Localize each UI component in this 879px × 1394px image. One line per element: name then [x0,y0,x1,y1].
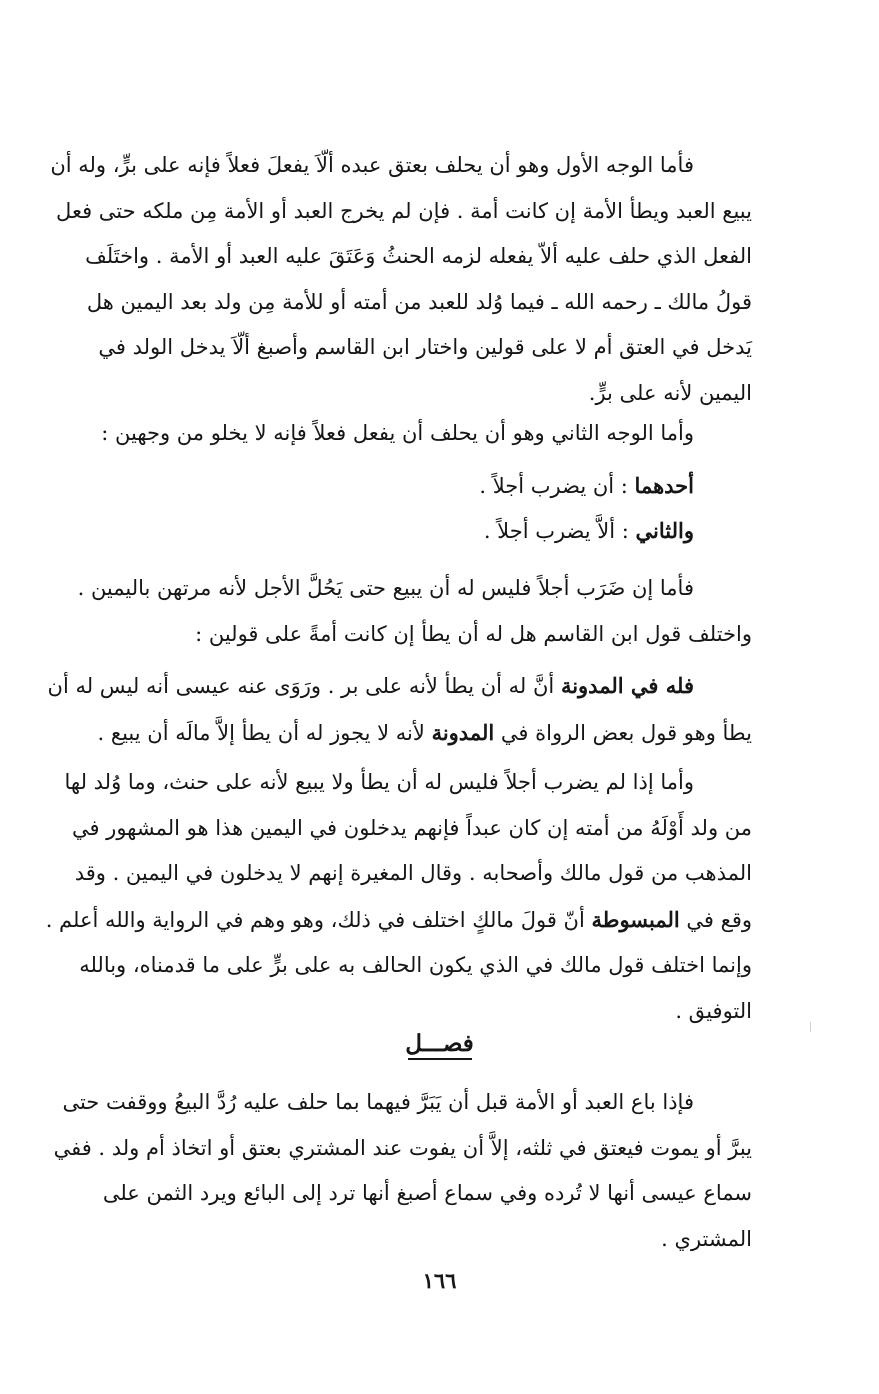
text-line: واختلف قول ابن القاسم هل له أن يطأ إن كانت أمةً على قولين : [195,621,752,646]
paragraph-first-case [50,143,752,416]
text-line: والثاني : ألاَّ يضرب أجلاً . [483,518,694,543]
text-line: وإنما اختلف قول مالك في الذي يكون الحالف به على برٍّ على ما قدمناه، وبالله [79,953,752,977]
text-line: أحدهما : أن يضرب أجلاً . [479,473,694,498]
paragraph-mudawwana [47,663,752,756]
paragraph-term-set [77,566,752,657]
bold-term: والثاني [635,518,694,543]
text-line: وأما إذا لم يضرب أجلاً فليس له أن يطأ ولا يبيع لأنه على حنث، وما وُلد لها [64,770,694,794]
text-line: سماع عيسى أنها لا تُرده وفي سماع أصبغ أنها ترد إلى البائع ويرد الثمن على [102,1181,752,1205]
text-line: الفعل الذي حلف عليه ألاّ يفعله لزمه الحنثُ وَعَتَقَ عليه العبد أو الأمة . واختَلَف [85,244,752,268]
text-line: وأما الوجه الثاني وهو أن يحلف أن يفعل فعلاً فإنه لا يخلو من وجهين : [101,421,694,445]
paragraph-sale [53,1080,752,1262]
text-line: يَدخل في العتق أم لا على قولين واختار ابن القاسم وأصبغ ألّاَ يدخل الولد في [98,335,752,359]
heading-underline [408,1058,472,1060]
section-heading-text: فصـــل [405,1030,474,1057]
bold-term: المبسوطة [591,906,680,932]
text-line: من ولد أَوْلَهُ من أمته إن كان عبداً فإنهم يدخلون في اليمين هذا هو المشهور في [71,815,752,840]
text-line: فله في المدونة أنَّ له أن يطأ لأنه على بر . ورَوَى عنه عيسى أنه ليس له أن [47,673,694,698]
text-line: يبيع العبد ويطأ الأمة إن كانت أمة . فإن لم يخرج العبد أو الأمة مِن ملكه حتى فعل [56,198,752,223]
bold-term: المدونة [431,719,495,745]
page-number: ١٦٦ [422,1268,457,1293]
bold-term: أحدهما [634,473,694,498]
paragraph-no-term [45,760,752,1034]
item-second-option [118,508,752,555]
text-line: فأما الوجه الأول وهو أن يحلف بعتق عبده ألّاَ يفعلَ فعلاً فإنه على برٍّ، وله أن [50,153,694,177]
paragraph-second-case [101,411,752,457]
text-line: يبرَّ أو يموت فيعتق في ثلثه، إلاَّ أن يفوت عند المشتري بعتق أو اتخاذ أم ولد . ففي [53,1135,752,1160]
text-line: قولُ مالك ـ رحمه الله ـ فيما وُلد للعبد من أمته أو للأمة مِن ولد بعد اليمين هل [86,289,752,314]
section-heading [0,1030,879,1060]
text-line: التوفيق . [675,998,752,1023]
text-line: المذهب من قول مالك وأصحابه . وقال المغيرة إنهم لا يدخلون في اليمين . وقد [74,861,752,885]
item-first-option [118,463,752,510]
text-line: المشتري . [661,1226,752,1251]
text-line: وقع في المبسوطة أنّ قولَ مالكٍ اختلف في ذلك، وهو وهم في الرواية والله أعلم . [45,906,752,932]
text-line: فأما إن ضَرَب أجلاً فليس له أن يبيع حتى يَحُلَّ الأجل لأنه مرتهن باليمين . [77,576,694,600]
bold-term: فله في المدونة [560,673,694,698]
text-line: اليمين لأنه على برٍّ. [588,380,752,405]
text-line: يطأ وهو قول بعض الرواة في المدونة لأنه لا يجوز له أن يطأ إلاَّ مالَه أن يبيع . [97,719,752,745]
text-line: فإذا باع العبد أو الأمة قبل أن يَبَرَّ فيهما بما حلف عليه رُدَّ البيعُ ووقفت حتى [62,1090,694,1114]
